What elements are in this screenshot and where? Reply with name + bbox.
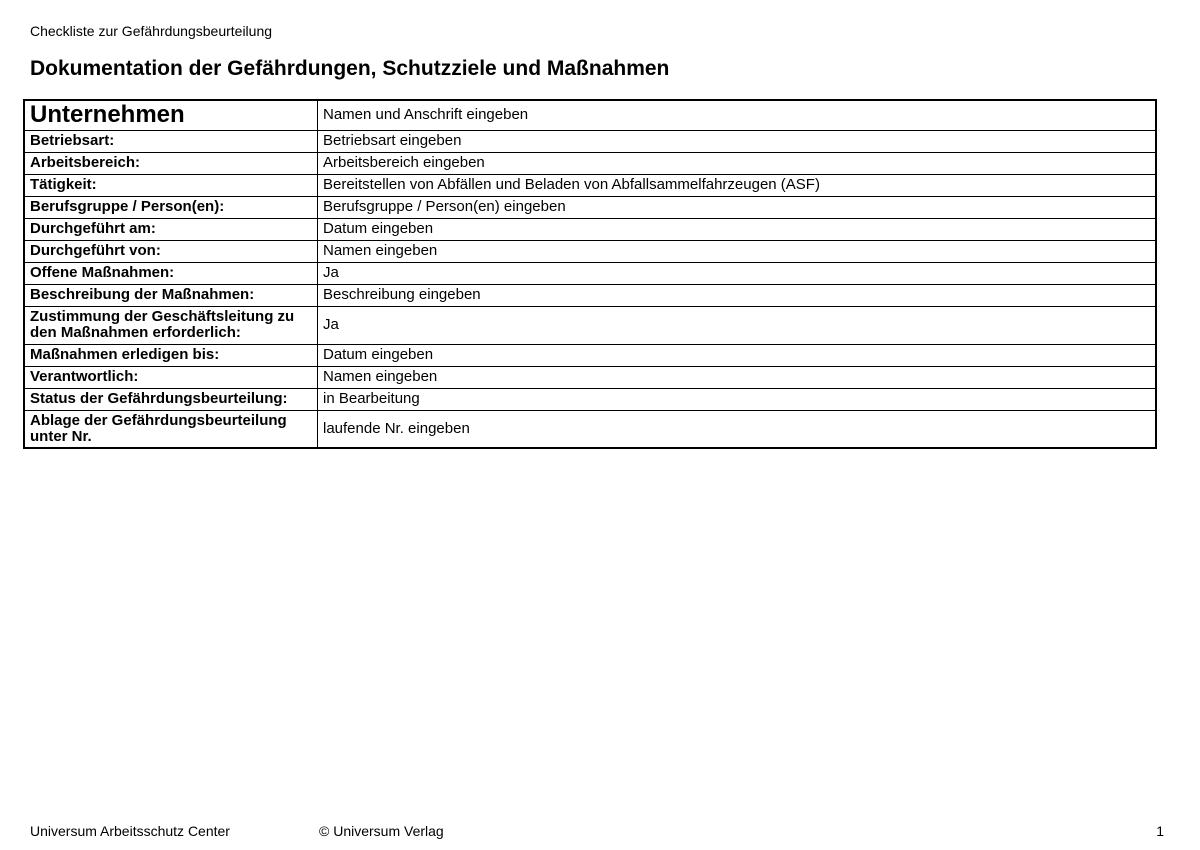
field-beschreibung[interactable]: Beschreibung eingeben [318, 284, 1157, 306]
table-row-durchgefuehrt-am [24, 218, 1156, 240]
row-label-berufsgruppe: Berufsgruppe / Person(en): [24, 196, 318, 218]
row-label-betriebsart: Betriebsart: [24, 130, 318, 152]
table-row-arbeitsbereich [24, 152, 1156, 174]
assessment-table [23, 99, 1157, 449]
row-label-taetigkeit: Tätigkeit: [24, 174, 318, 196]
table-row-taetigkeit [24, 174, 1156, 196]
row-label-ablage: Ablage der Gefährdungsbeurteilung unter Nr. [24, 410, 318, 448]
table-row-status [24, 388, 1156, 410]
row-label-unternehmen: Unternehmen [24, 100, 318, 130]
footer-copyright: © Universum Verlag [319, 823, 444, 839]
table-row-unternehmen [24, 100, 1156, 130]
table-row-beschreibung [24, 284, 1156, 306]
footer-publisher-center: Universum Arbeitsschutz Center [30, 823, 230, 839]
row-label-durchgefuehrt-am: Durchgeführt am: [24, 218, 318, 240]
field-ablage[interactable]: laufende Nr. eingeben [318, 410, 1157, 448]
table-row-erledigen-bis [24, 344, 1156, 366]
field-arbeitsbereich[interactable]: Arbeitsbereich eingeben [318, 152, 1157, 174]
table-row-zustimmung [24, 306, 1156, 344]
field-status[interactable]: in Bearbeitung [318, 388, 1157, 410]
table-row-berufsgruppe [24, 196, 1156, 218]
field-unternehmen[interactable]: Namen und Anschrift eingeben [318, 100, 1157, 130]
row-label-durchgefuehrt-von: Durchgeführt von: [24, 240, 318, 262]
table-row-offene-massnahmen [24, 262, 1156, 284]
field-zustimmung[interactable]: Ja [318, 306, 1157, 344]
row-label-verantwortlich: Verantwortlich: [24, 366, 318, 388]
field-durchgefuehrt-von[interactable]: Namen eingeben [318, 240, 1157, 262]
field-berufsgruppe[interactable]: Berufsgruppe / Person(en) eingeben [318, 196, 1157, 218]
page-title: Dokumentation der Gefährdungen, Schutzziele und Maßnahmen [30, 57, 670, 80]
row-label-erledigen-bis: Maßnahmen erledigen bis: [24, 344, 318, 366]
field-offene-massnahmen[interactable]: Ja [318, 262, 1157, 284]
field-erledigen-bis[interactable]: Datum eingeben [318, 344, 1157, 366]
field-verantwortlich[interactable]: Namen eingeben [318, 366, 1157, 388]
field-betriebsart[interactable]: Betriebsart eingeben [318, 130, 1157, 152]
table-row-durchgefuehrt-von [24, 240, 1156, 262]
row-label-arbeitsbereich: Arbeitsbereich: [24, 152, 318, 174]
page-number: 1 [1156, 823, 1164, 839]
table-row-verantwortlich [24, 366, 1156, 388]
row-label-zustimmung: Zustimmung der Geschäftsleitung zu den Maßnahmen erforderlich: [24, 306, 318, 344]
row-label-offene-massnahmen: Offene Maßnahmen: [24, 262, 318, 284]
row-label-beschreibung: Beschreibung der Maßnahmen: [24, 284, 318, 306]
field-taetigkeit[interactable]: Bereitstellen von Abfällen und Beladen von Abfallsammelfahrzeugen (ASF) [318, 174, 1157, 196]
document-subtitle: Checkliste zur Gefährdungsbeurteilung [30, 23, 273, 39]
table-row-ablage [24, 410, 1156, 448]
field-durchgefuehrt-am[interactable]: Datum eingeben [318, 218, 1157, 240]
table-row-betriebsart [24, 130, 1156, 152]
row-label-status: Status der Gefährdungsbeurteilung: [24, 388, 318, 410]
